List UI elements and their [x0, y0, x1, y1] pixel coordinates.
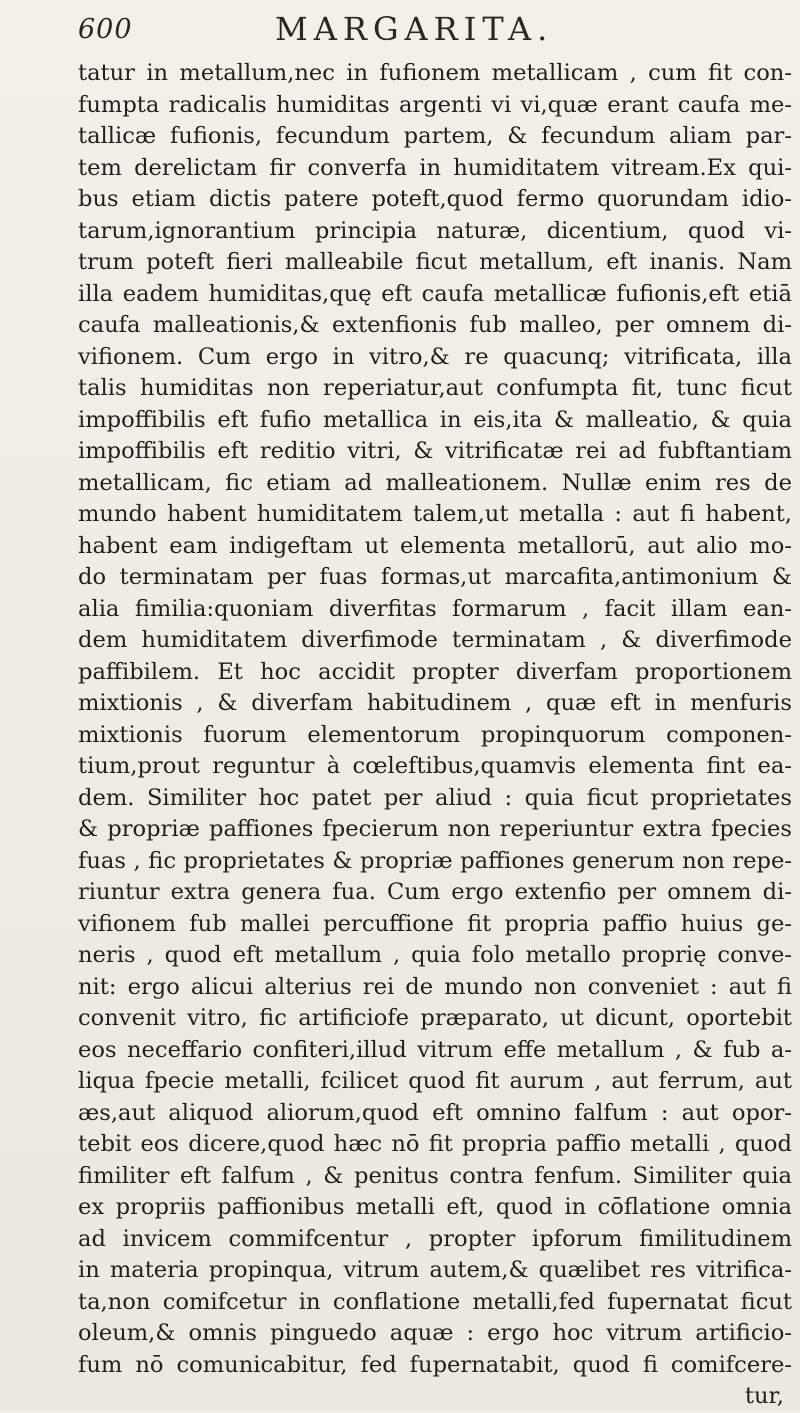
text-line-29: neris , quod eft metallum , quia folo metallo proprię conve- — [78, 942, 792, 968]
text-line-21: mixtionis , & diverfam habitudinem , quæ eft in menfuris — [78, 690, 792, 716]
text-line-40: ta,non comifcetur in conflatione metalli,fed fupernatat ficut — [78, 1288, 792, 1315]
text-line-17: do terminatam per fuas formas,ut marcafita,antimonium & — [78, 564, 792, 590]
text-line-22: mixtionis fuorum elementorum propinquorum componen- — [78, 721, 792, 748]
text-line-9: caufa malleationis,& extenfionis fub malleo, per omnem di- — [78, 312, 792, 338]
text-line-19: dem humiditatem diverfimode terminatam , & diverfimode — [78, 627, 792, 653]
text-line-37: ex propriis paffionibus metalli eft, quod in cōflatione omnia — [78, 1194, 792, 1220]
page-number: 600 — [78, 14, 133, 45]
text-line-35: tebit eos dicere,quod hæc nō fit propria paffio metalli , quod — [78, 1131, 792, 1157]
text-line-41: oleum,& omnis pinguedo aquæ : ergo hoc vitrum artificio- — [78, 1320, 792, 1346]
text-line-30: nit: ergo alicui alterius rei de mundo non conveniet : aut fi — [78, 973, 792, 1000]
running-title: MARGARITA. — [275, 10, 554, 48]
text-line-42: fum nō comunicabitur, fed fupernatabit, quod fi comifcere- — [78, 1351, 792, 1378]
text-line-20: paffibilem. Et hoc accidit propter diverfam proportionem — [78, 658, 792, 685]
text-line-23: tium,prout reguntur à cœleftibus,quamvis elementa fint ea- — [78, 753, 792, 779]
running-head — [78, 8, 778, 48]
text-line-38: ad invicem commifcentur , propter ipforum fimilitudinem — [78, 1225, 792, 1252]
text-line-36: fimiliter eft falfum , & penitus contra fenfum. Similiter quia — [78, 1162, 792, 1189]
text-line-31: convenit vitro, fic artificiofe præparato, ut dicunt, oportebit — [78, 1005, 792, 1031]
text-line-11: talis humiditas non reperiatur,aut confumpta fit, tunc ficut — [78, 375, 792, 401]
text-line-5: bus etiam dictis patere poteft,quod fermo quorundam idio- — [78, 186, 792, 212]
text-line-39: in materia propinqua, vitrum autem,& quælibet res vitrifica- — [78, 1257, 792, 1283]
text-line-1: tatur in metallum,nec in fufionem metallicam , cum fit con- — [78, 60, 792, 86]
text-line-24: dem. Similiter hoc patet per aliud : quia ficut proprietates — [78, 784, 792, 811]
catchword: tur, — [744, 1383, 784, 1409]
text-line-4: tem derelictam fir converfa in humiditatem vitream.Ex qui- — [78, 154, 792, 181]
text-line-6: tarum,ignorantium principia naturæ, dicentium, quod vi- — [78, 217, 792, 244]
text-line-18: alia fimilia:quoniam diverfitas formarum , facit illam ean- — [78, 595, 792, 622]
text-line-12: impoffibilis eft fufio metallica in eis,ita & malleatio, & quia — [78, 406, 792, 433]
text-line-15: mundo habent humiditatem talem,ut metalla : aut fi habent, — [78, 501, 792, 527]
text-line-34: æs,aut aliquod aliorum,quod eft omnino falfum : aut opor- — [78, 1099, 792, 1126]
text-line-26: fuas , fic proprietates & propriæ paffiones generum non repe- — [78, 847, 792, 874]
text-line-32: eos neceffario confiteri,illud vitrum effe metallum , & fub a- — [78, 1036, 792, 1063]
text-line-28: vifionem fub mallei percuffione fit propria paffio huius ge- — [78, 910, 792, 937]
text-line-33: liqua fpecie metalli, fcilicet quod fit aurum , aut ferrum, aut — [78, 1068, 792, 1094]
body-text — [78, 58, 792, 1413]
text-line-3: tallicæ fufionis, fecundum partem, & fecundum aliam par- — [78, 123, 792, 149]
text-line-27: riuntur extra genera fua. Cum ergo extenfio per omnem di- — [78, 879, 792, 905]
text-line-2: fumpta radicalis humiditas argenti vi vi,quæ erant caufa me- — [78, 91, 792, 118]
text-line-25: & propriæ paffiones fpecierum non reperiuntur extra fpecies — [78, 816, 792, 842]
text-line-10: vifionem. Cum ergo in vitro,& re quacunq; vitrificata, illa — [78, 343, 792, 370]
text-line-8: illa eadem humiditas,quę eft caufa metallicæ fufionis,eft etiā — [78, 280, 792, 307]
text-line-16: habent eam indigeftam ut elementa metallorū, aut alio mo- — [78, 532, 792, 559]
text-line-13: impoffibilis eft reditio vitri, & vitrificatæ rei ad fubftantiam — [78, 438, 792, 464]
text-line-14: metallicam, fic etiam ad malleationem. Nullæ enim res de — [78, 469, 792, 496]
text-line-7: trum poteft fieri malleabile ficut metallum, eft inanis. Nam — [78, 249, 792, 275]
